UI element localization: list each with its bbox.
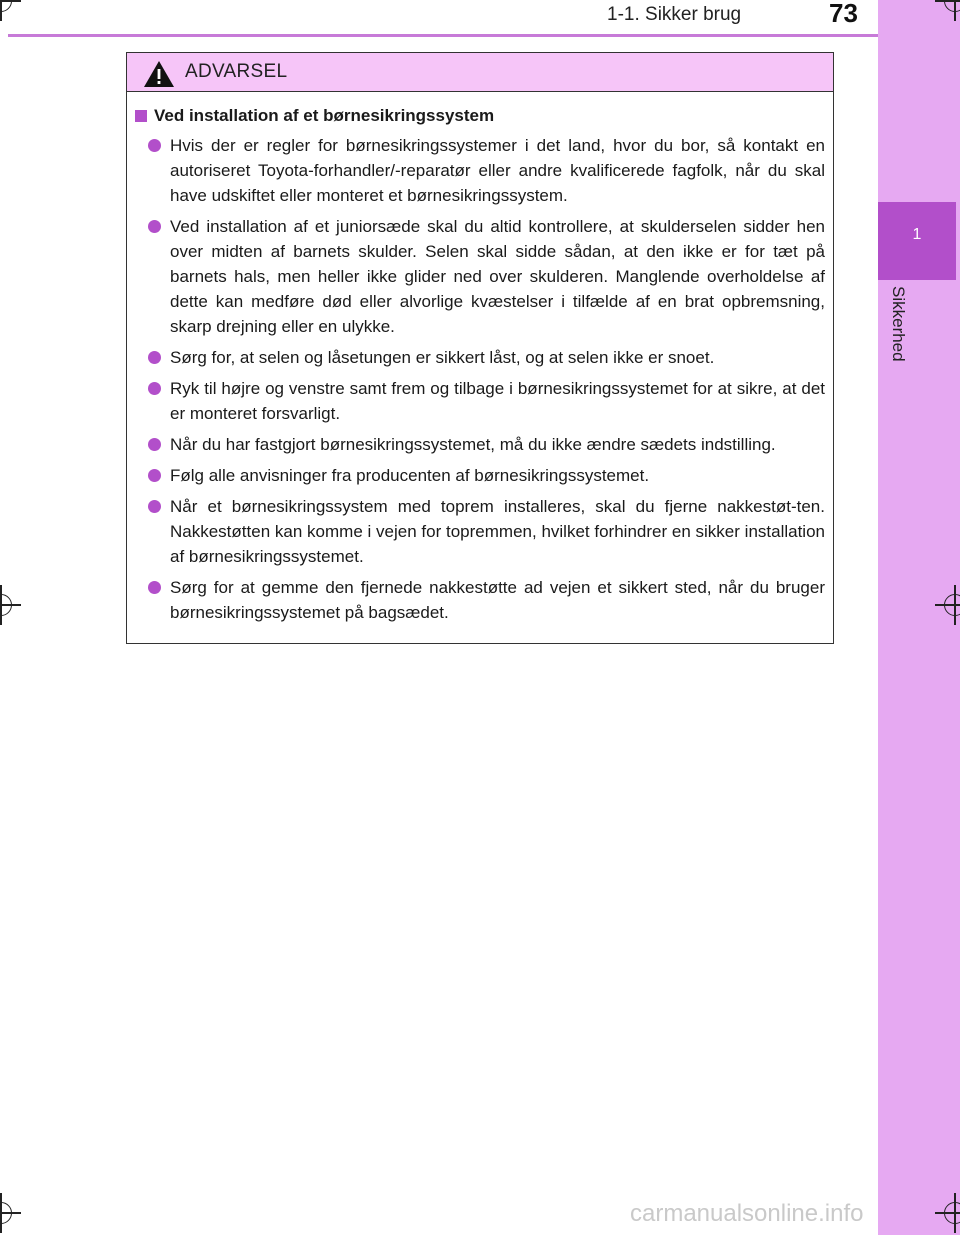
bullet-dot-icon <box>148 139 161 152</box>
list-item <box>133 376 825 426</box>
bullet-dot-icon <box>148 220 161 233</box>
crop-mark-icon <box>0 594 12 616</box>
warning-triangle-icon <box>143 60 175 88</box>
list-item <box>133 214 825 339</box>
list-item <box>133 494 825 569</box>
watermark: carmanualsonline.info <box>630 1200 864 1227</box>
square-bullet-icon <box>135 110 147 122</box>
list-item <box>133 432 825 457</box>
list-item-text: Sørg for, at selen og låsetungen er sikkert låst, og at selen ikke er snoet. <box>170 348 715 367</box>
warning-body <box>127 92 833 625</box>
header-divider <box>8 34 878 37</box>
list-item-text: Når du har fastgjort børnesikringssystemet, må du ikke ændre sædets indstilling. <box>170 435 776 454</box>
warning-title: ADVARSEL <box>185 61 288 82</box>
list-item-text: Ryk til højre og venstre samt frem og tilbage i børnesikringssystemet for at sikre, at det er monteret forsvarligt. <box>170 379 825 423</box>
warning-header <box>127 53 833 92</box>
subheading-text: Ved installation af et børnesikringssystem <box>154 106 495 125</box>
list-item-text: Ved installation af et juniorsæde skal du altid kontrollere, at skulderselen sidder hen over midten af barnets skulder. Selen skal sidde sådan, at den ikke er for tæt på barnets hals, men heller ikke glider ned over skulderen. Manglende overholdelse af dette kan medføre død eller alvorlige kvæstelser i tilfælde af en brat opbremsning, skarp drejning eller en ulykke. <box>170 217 825 336</box>
crop-mark-icon <box>944 594 960 616</box>
bullet-dot-icon <box>148 382 161 395</box>
crop-mark-icon <box>0 1202 12 1224</box>
bullet-dot-icon <box>148 500 161 513</box>
chapter-number: 1 <box>912 226 922 243</box>
subheading <box>133 106 825 126</box>
list-item <box>133 345 825 370</box>
section-title: 1-1. Sikker brug <box>607 4 742 25</box>
list-item <box>133 463 825 488</box>
warning-box <box>126 52 834 644</box>
chapter-label: Sikkerhed <box>889 286 908 362</box>
chapter-side-tab <box>878 0 960 1235</box>
crop-mark-icon <box>944 1202 960 1224</box>
bullet-dot-icon <box>148 438 161 451</box>
list-item-text: Følg alle anvisninger fra producenten af børnesikringssystemet. <box>170 466 650 485</box>
list-item <box>133 575 825 625</box>
bullet-dot-icon <box>148 469 161 482</box>
page-number: 73 <box>829 0 858 28</box>
list-item-text: Når et børnesikringssystem med toprem installeres, skal du fjerne nakkestøt-ten. Nakkestøtten kan komme i vejen for topremmen, hvilket forhindrer en sikker installation af børnesikringssystemet. <box>170 497 825 566</box>
bullet-dot-icon <box>148 581 161 594</box>
crop-mark-icon <box>0 0 12 12</box>
list-item-text: Sørg for at gemme den fjernede nakkestøtte ad vejen et sikkert sted, når du bruger børnesikringssystemet på bagsædet. <box>170 578 825 622</box>
bullet-dot-icon <box>148 351 161 364</box>
list-item-text: Hvis der er regler for børnesikringssystemer i det land, hvor du bor, så kontakt en autoriseret Toyota-forhandler/-reparatør eller andre kvalificerede fagfolk, når du skal have udskiftet eller monteret et børnesikringssystem. <box>170 136 825 205</box>
list-item <box>133 133 825 208</box>
